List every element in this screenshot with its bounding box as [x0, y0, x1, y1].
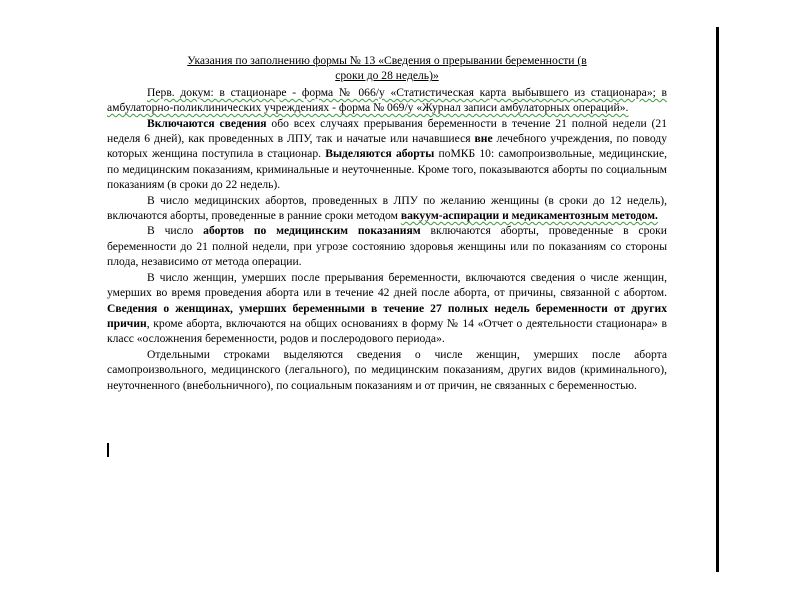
vacuum-aspiration-bold: вакуум-аспирации и медикаментозным методом.	[400, 209, 658, 223]
title-line-2: сроки до 28 недель)»	[335, 69, 439, 83]
included-info-text-3: поМКБ 10: самопроизвольные, медицинские, по медицинским показаниям, криминальные и неуточненные. Кроме того, показываются аборты по социальным показаниям (в сроки до 22 недель).	[107, 147, 667, 192]
paragraph-included-info	[107, 116, 667, 193]
medical-abortions-text: В число медицинских абортов, проведенных в ЛПУ по желанию женщины (в сроки до 12 недель), включаются аборты, проведенные в ранние сроки методом	[107, 193, 667, 223]
document-page	[107, 53, 667, 393]
outside-bold: вне	[474, 132, 493, 146]
document-title	[107, 53, 667, 84]
medical-indications-text-1: В число	[147, 224, 204, 238]
deceased-women-bold: Сведения о женщинах, умерших беременными в течение 27 полных недель беременности от других причин	[107, 301, 667, 330]
paragraph-primary-documents	[107, 85, 667, 116]
included-info-text-2: лечебного учреждения, по поводу которых женщина поступила в стационар.	[107, 132, 667, 161]
page-edge-line	[716, 27, 719, 572]
abortions-highlighted-bold: Выделяются аборты	[325, 147, 435, 161]
included-info-bold: Включаются сведения	[147, 116, 267, 130]
paragraph-medical-abortions	[107, 193, 667, 224]
included-info-text-1: обо всех случаях прерывания беременности в течение 21 полной недели (21 неделя 6 дней), как проведенных в ЛПУ, так и начатые или начавшиеся	[107, 116, 668, 146]
paragraph-medical-indications	[107, 223, 667, 269]
deceased-women-text-1: В число женщин, умерших после прерывания беременности, включаются сведения о числе женщин, умерших во время проведения аборта или в течение 42 дней после аборта, от причины, связанной с абортом.	[107, 270, 667, 300]
title-line-1: Указания по заполнению формы № 13 «Сведения о прерывании беременности (в	[187, 54, 587, 67]
text-cursor	[107, 443, 109, 457]
paragraph-deceased-women	[107, 270, 667, 347]
medical-indications-bold: абортов по медицинским показаниям	[203, 224, 421, 238]
medical-indications-text-2: включаются аборты, проведенные в сроки беременности до 21 полной недели, при угрозе состоянию здоровья женщины или по показаниям со стороны плода, независимо от метода операции.	[107, 224, 667, 269]
separate-lines-text: Отдельными строками выделяются сведения о числе женщин, умерших после аборта самопроизвольного, медицинского (легального), по медицинским показаниям, других видов (криминального), неуточненного (внебольничного), по социальным показаниям и от причин, не связанных с беременностью.	[107, 347, 667, 392]
paragraph-separate-lines	[107, 347, 667, 393]
deceased-women-text-2: , кроме аборта, включаются на общих основаниях в форму № 14 «Отчет о деятельности стационара» в класс «осложнения беременности, родов и послеродового периода».	[107, 316, 667, 346]
primary-documents-text: Перв. докум: в стационаре - форма № 066/у «Статистическая карта выбывшего из стационара»; в амбулаторно-поликлинических учреждениях - форма № 069/у «Журнал записи амбулаторных операций».	[107, 85, 667, 115]
